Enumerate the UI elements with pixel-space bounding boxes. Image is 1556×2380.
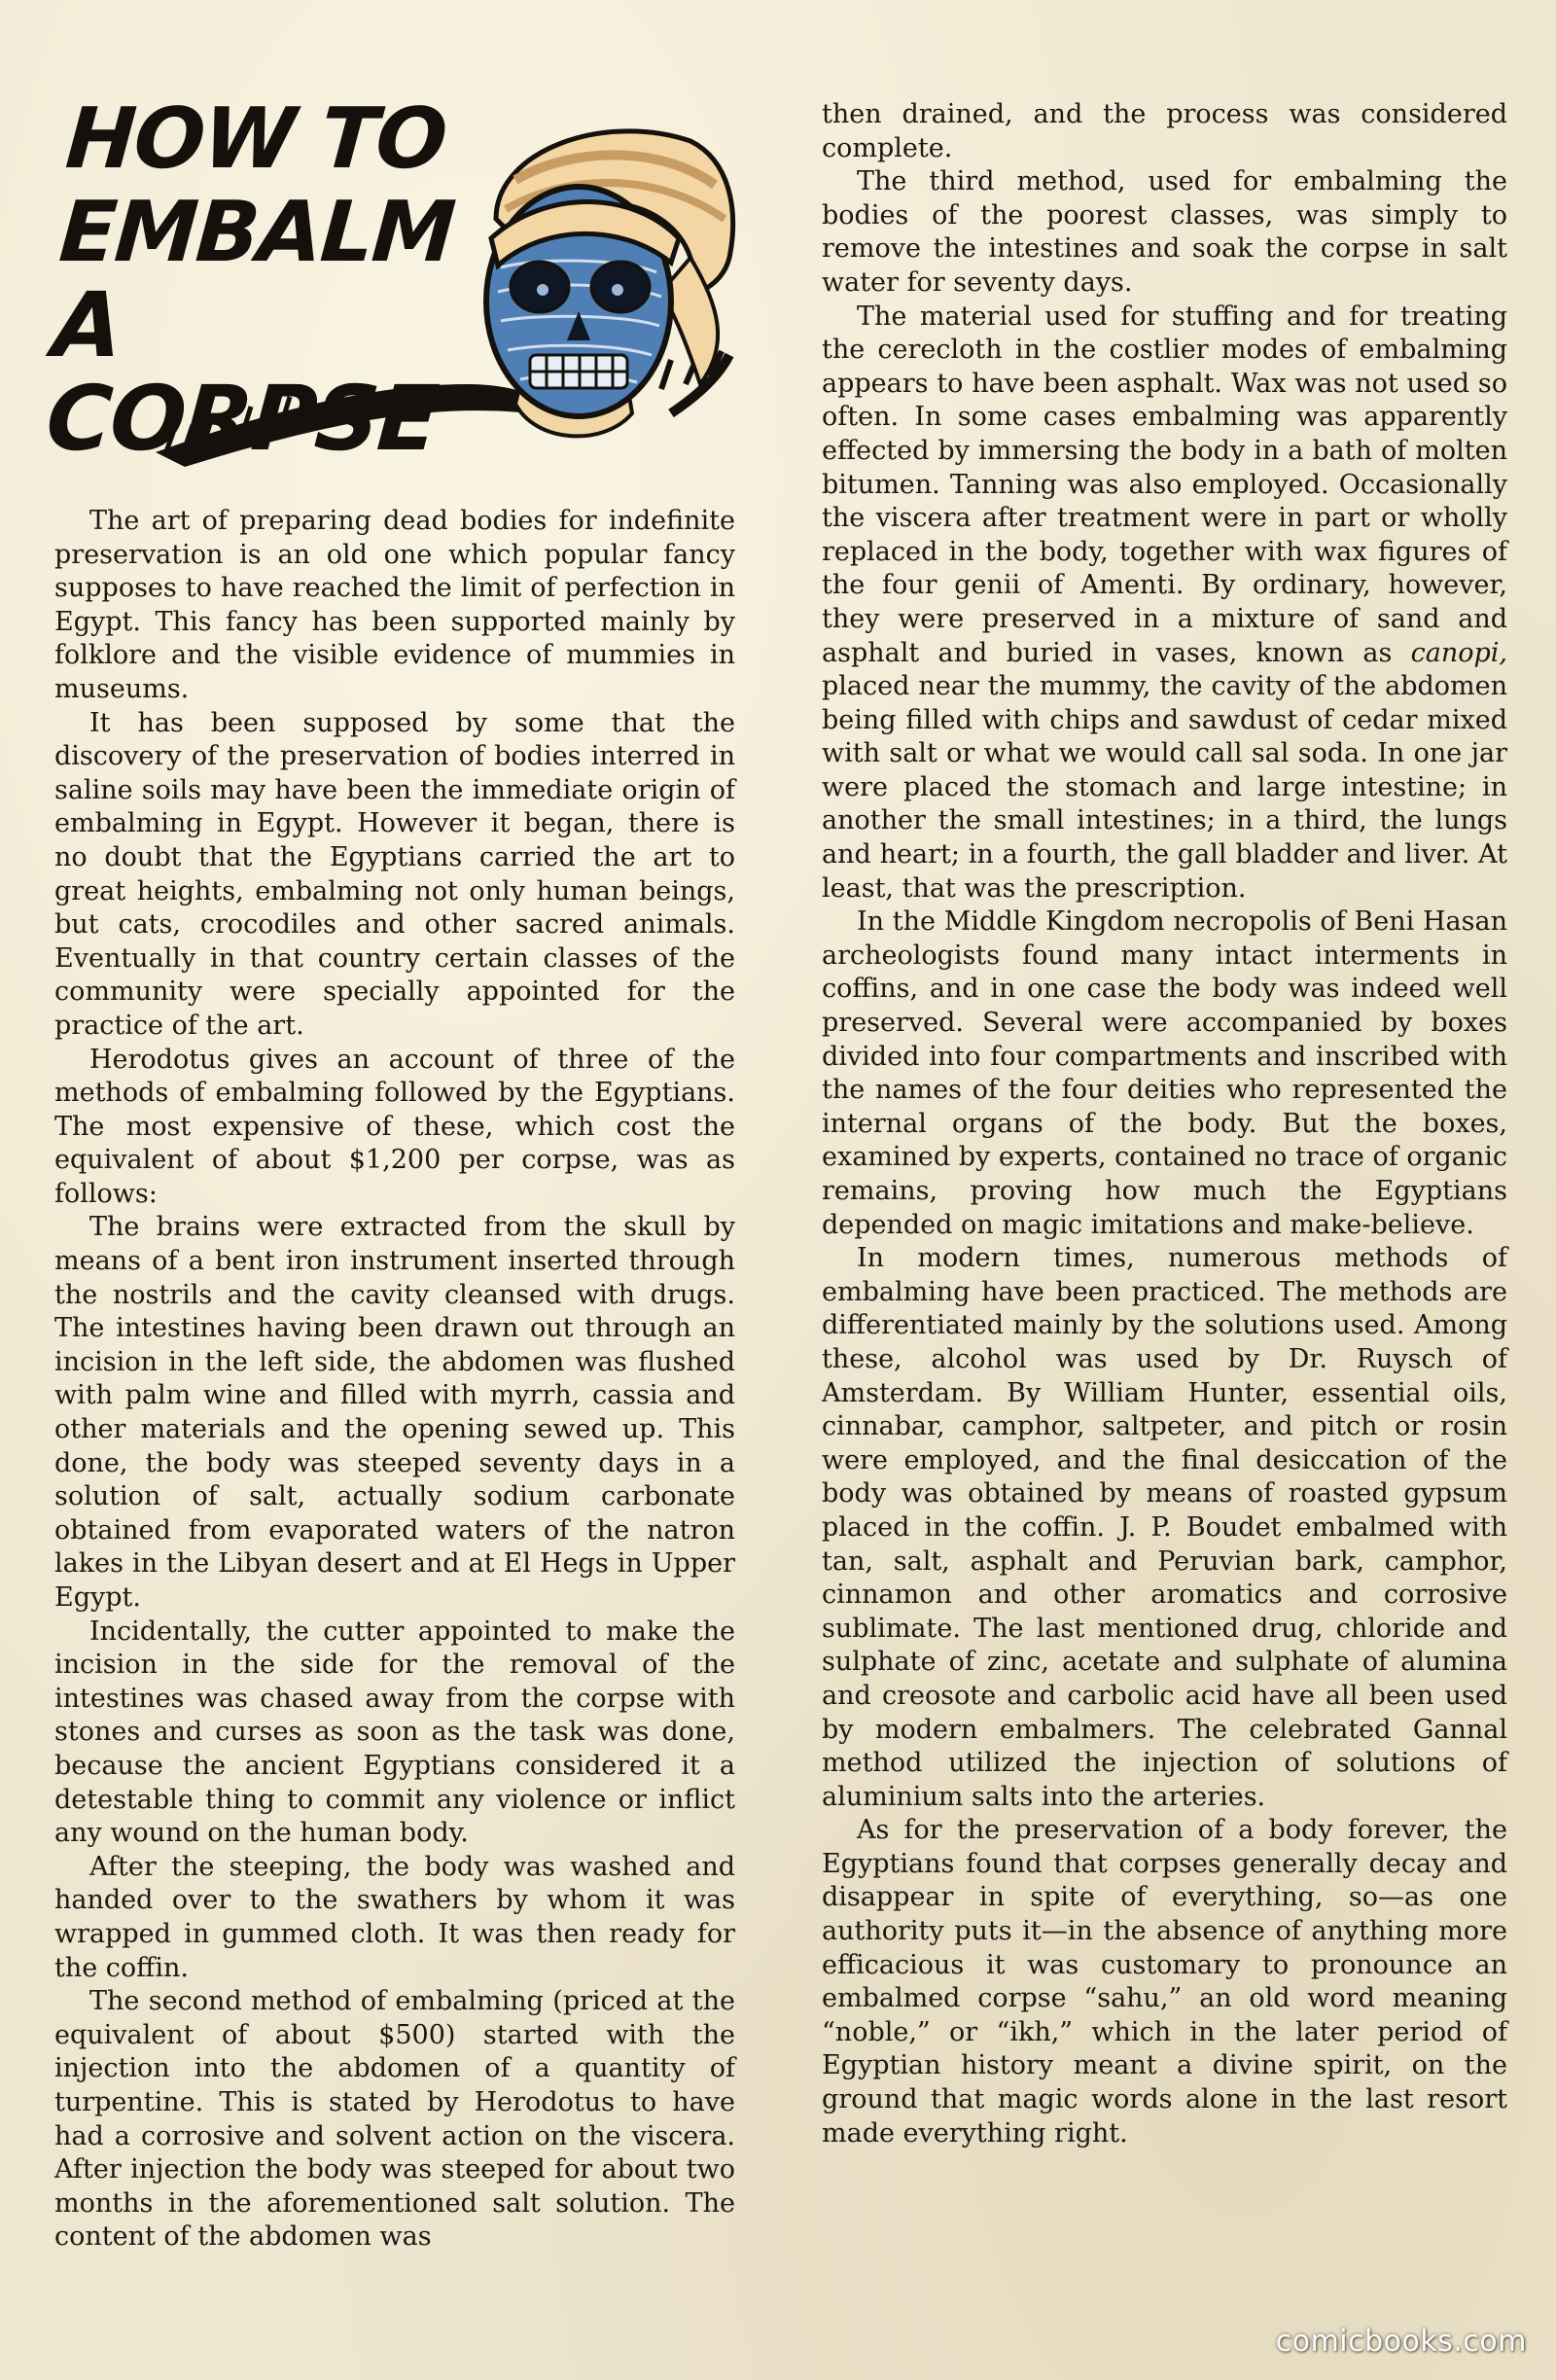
italic-term: canopi,: [1410, 637, 1507, 668]
paragraph: After the steeping, the body was washed and handed over to the swathers by whom it was wrapped in gummed cloth. It was then ready for the coffin.: [54, 1851, 735, 1983]
paragraph: The third method, used for embalming the bodies of the poorest classes, was simply to remove the intestines and soak the corpse in salt water for seventy days.: [822, 166, 1507, 298]
paragraph: The second method of embalming (priced at the equivalent of about $500) started with the injection into the abdomen of a quantity of turpentine. This is stated by Herodotus to have had a corrosive and solvent action on the viscera. After injection the body was steeped for about two months in the aforementioned salt solution. The content of the abdomen was: [54, 1986, 735, 2253]
article-title: [43, 90, 537, 471]
paragraph: As for the preservation of a body forever, the Egyptians found that corpses generally decay and disappear in spite of everything, so—as one authority puts it—in the absence of anything more efficacious it was customary to pronounce an embalmed corpse “sahu,” an old word meaning “noble,” or “ikh,” which in the later period of Egyptian history meant a divine spirit, on the ground that magic words alone in the last resort made everything right.: [822, 1815, 1507, 2149]
paragraph: [822, 301, 1507, 906]
paragraph: In the Middle Kingdom necropolis of Beni Hasan archeologists found many intact interments in coffins, and in one case the body was indeed well preserved. Several were accompanied by boxes divided into four compartments and inscribed with the names of the four deities who represented the internal organs of the body. But the boxes, examined by experts, contained no trace of organic remains, proving how much the Egyptians depended on magic imitations and make-believe.: [822, 906, 1508, 1240]
title-line-3: A CORPSE: [43, 273, 441, 471]
paragraph: It has been supposed by some that the discovery of the preservation of bodies interred in saline soils may have been the immediate origin of embalming in Egypt. However it began, there is no doubt that the Egyptians carried the art to great heights, embalming not only human beings, but cats, crocodiles and other sacred animals. Eventually in that country certain classes of the community were specially appointed for the practice of the art.: [54, 707, 735, 1041]
paragraph: Herodotus gives an account of three of the methods of embalming followed by the Egyptians. The most expensive of these, which cost the equivalent of about $1,200 per corpse, was as follows:: [54, 1044, 735, 1209]
paragraph: The brains were extracted from the skull by means of a bent iron instrument inserted through the nostrils and the cavity cleansed with drugs. The intestines having been drawn out through an incision in the left side, the abdomen was flushed with palm wine and filled with myrrh, cassia and other materials and the opening sewed up. This done, the body was steeped seventy days in a solution of salt, actually sodium carbonate obtained from evaporated waters of the natron lakes in the Libyan desert and at El Hegs in Upper Egypt.: [54, 1212, 735, 1613]
text-span: The material used for stuffing and for treating the cerecloth in the costlier modes of embalming appears to have been asphalt. Wax was not used so often. In some cases embalming was apparently effected by immersing the body in a bath of molten bitumen. Tanning was also employed. Occasionally the viscera after treatment were in part or wholly replaced in the body, together with wax figures of the four genii of Amenti. By ordinary, however, they were preserved in a mixture of sand and asphalt and buried in vases, known as: [822, 301, 1507, 668]
title-line-2: EMBALM: [55, 184, 457, 281]
paragraph: Incidentally, the cutter appointed to make the incision in the side for the removal of the intestines was chased away from the corpse with stones and curses as soon as the task was done, because the ancient Egyptians considered it a detestable thing to commit any violence or inflict any wound on the human body.: [54, 1616, 735, 1849]
paragraph: In modern times, numerous methods of embalming have been practiced. The methods are differentiated mainly by the solutions used. Among these, alcohol was used by Dr. Ruysch of Amsterdam. By William Hunter, essential oils, cinnabar, camphor, saltpeter, and pitch or rosin were employed, and the final desiccation of the body was obtained by means of roasted gypsum placed in the coffin. J. P. Boudet embalmed with tan, salt, asphalt and Peruvian bark, camphor, cinnamon and other aromatics and corrosive sublimate. The last mentioned drug, chloride and sulphate of zinc, acetate and sulphate of alumina and creosote and carbolic acid have all been used by modern embalmers. The celebrated Gannal method utilized the injection of solutions of aluminium salts into the arteries.: [822, 1243, 1507, 1812]
paragraph: The art of preparing dead bodies for indefinite preservation is an old one which popular fancy supposes to have reached the limit of perfection in Egypt. This fancy has been supported mainly by folklore and the visible evidence of mummies in museums.: [54, 506, 735, 704]
right-column: [822, 98, 1507, 2150]
text-span: placed near the mummy, the cavity of the abdomen being filled with chips and sawdust of cedar mixed with salt or what we would call sal soda. In one jar were placed the stomach and large intestine; in another the small intestines; in a third, the lungs and heart; in a fourth, the gall bladder and liver. At least, that was the prescription.: [822, 671, 1507, 904]
left-column: [54, 505, 735, 2255]
title-line-1: HOW TO: [62, 90, 449, 188]
paragraph-continuation: then drained, and the process was considered complete.: [822, 99, 1507, 163]
watermark: comicbooks.com: [1275, 2325, 1527, 2359]
